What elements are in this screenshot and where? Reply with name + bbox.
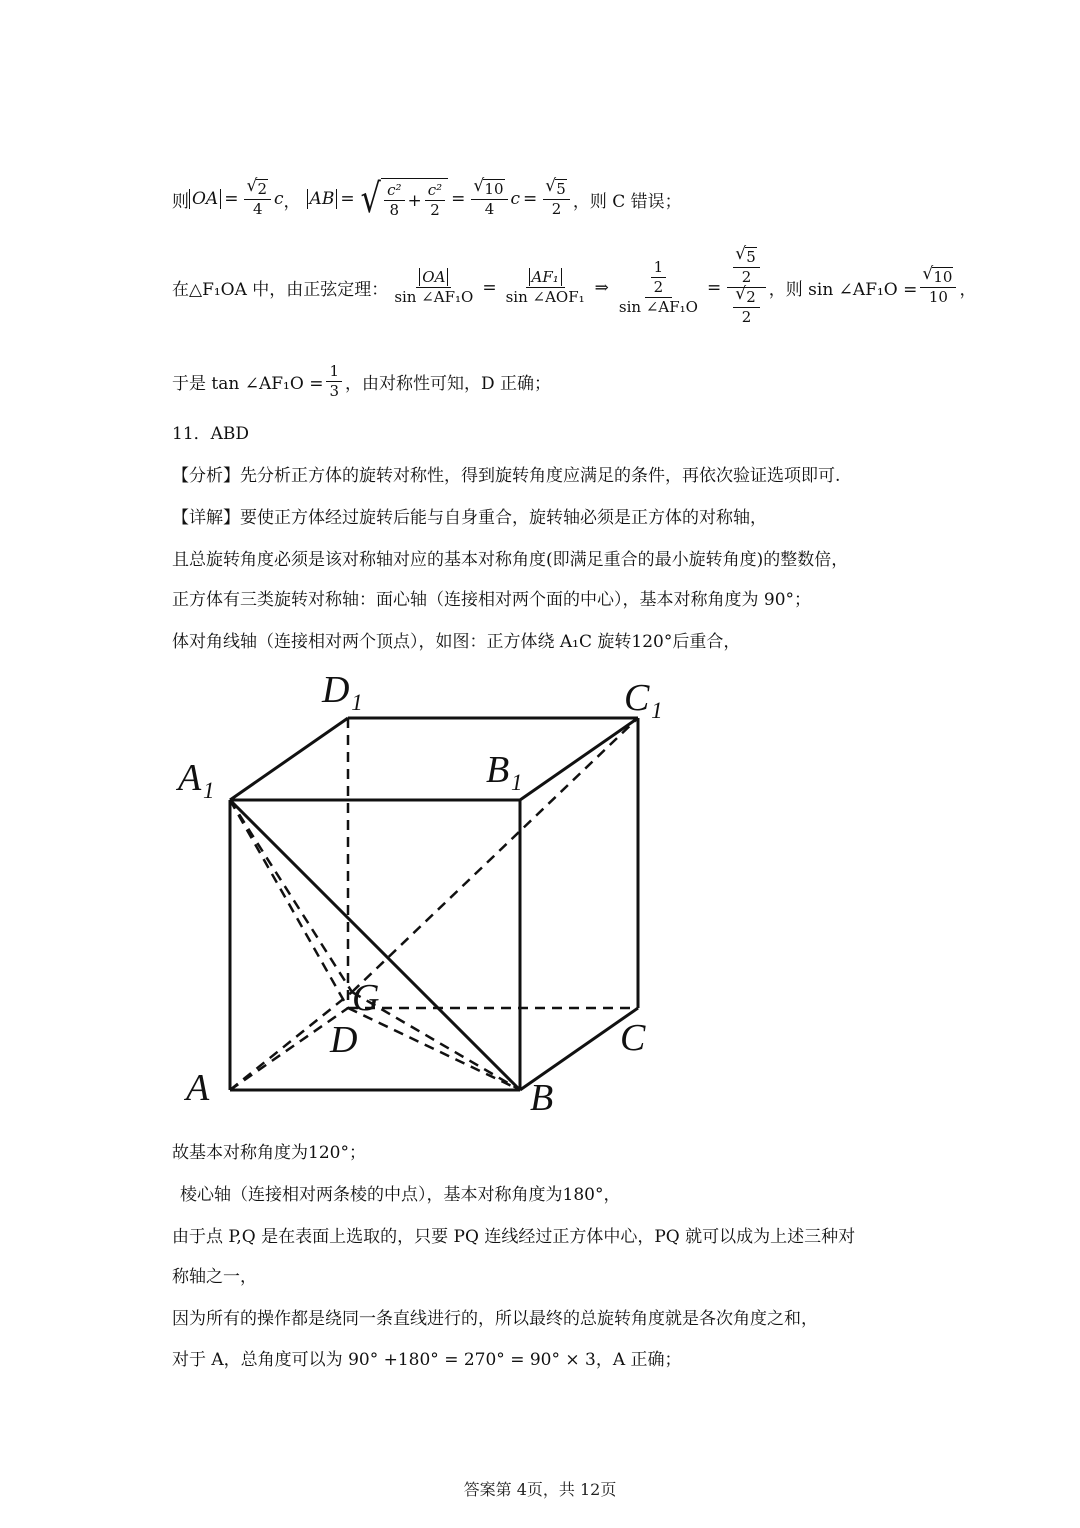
sqrt-expression: √ $\frac{\text{c²}}{8}$ + $\frac{\text{c²}}{2}$ (358, 178, 449, 220)
detail-text-7: 由于点 P,Q 是在表面上选取的，只要 PQ 连线经过正方体中心，PQ 就可以成为上述三种对 (172, 1227, 856, 1247)
text-d-correct: ，由对称性可知，D 正确； (345, 374, 552, 394)
abs-ab: AB (307, 189, 338, 209)
fraction-sqrt2-over-4: √ $\frac{2}{4}$ (244, 180, 271, 219)
fraction-oa-over-sin: $\frac{OA}{\text{sin ∠AF₁O}}$ (394, 268, 474, 306)
question-number: 11．ABD (172, 424, 250, 444)
detail-text-5: 故基本对称角度为120°； (172, 1143, 366, 1163)
fraction-sqrt5-over-2: √ $\frac{5}{2}$ (543, 180, 570, 219)
detail-text-2: 且总旋转角度必须是该对称轴对应的基本对称角度(即满足重合的最小旋转角度)的整数倍， (172, 550, 849, 570)
text-c-wrong: ，则 C 错误； (572, 191, 682, 212)
text-sine-rule: 在△F₁OA 中，由正弦定理： (172, 280, 389, 300)
fraction-half-over-sin: $\frac{\frac{1}{2}}{\text{sin ∠AF₁O}}$ (618, 258, 698, 316)
detail-text-1: 【详解】要使正方体经过旋转后能与自身重合，旋转轴必须是正方体的对称轴， (172, 508, 767, 528)
text-then: 则 (172, 191, 189, 212)
label-g: G (352, 977, 380, 1019)
detail-text-3: 正方体有三类旋转对称轴：面心轴（连接相对两个面的中心），基本对称角度为 90°； (172, 590, 812, 610)
formula-line-2: 在△F₁OA 中，由正弦定理： $\frac{OA}{\text{sin ∠AF₁O}}$ = $\frac{\text{AF₁}}{\text{sin ∠AOF₁}}$ ⇒ $\frac{\frac{1}{2}}{\text{sin ∠AF₁O}}$ = √ $\frac{5}{2}$ √ $\frac{2}{2}$ ，则 sin ∠AF₁O = √ $\frac{10}{10}$ ， (172, 248, 976, 327)
label-b: B (530, 1077, 554, 1119)
fraction-sqrt10-over-4: √ $\frac{10}{4}$ (471, 180, 507, 219)
page-footer: 答案第 4页，共 12页 (463, 1480, 617, 1499)
label-a: A (186, 1067, 210, 1109)
text-sin-result: ，则 sin ∠AF₁O = (768, 280, 918, 300)
abs-oa: OA (189, 189, 221, 209)
analysis-text: 【分析】先分析正方体的旋转对称性，得到旋转角度应满足的条件，再依次验证选项即可. (172, 466, 841, 486)
label-c1: C₁ (624, 677, 663, 719)
label-d1: D₁ (322, 669, 363, 711)
fraction-af1-over-sin: $\frac{\text{AF₁}}{\text{sin ∠AOF₁}}$ (505, 268, 585, 306)
fraction-sqrt10-over-10: √ $\frac{10}{10}$ (920, 268, 956, 307)
formula-line-1: 则 OA = √ $\frac{2}{4}$ c ， AB = √ $\frac{\text{c²}}{8}$ + $\frac{\text{c²}}{2}$ = √ $\frac{10}{4}$ c = √ $\frac{5}{2}$ ，则 C 错误； (172, 178, 682, 220)
label-c: C (620, 1017, 646, 1059)
detail-text-9: 因为所有的操作都是绕同一条直线进行的，所以最终的总旋转角度就是各次角度之和， (172, 1309, 818, 1329)
label-d: D (330, 1019, 358, 1061)
detail-text-8: 称轴之一， (172, 1267, 257, 1287)
fraction-nested-sqrt: √ $\frac{5}{2}$ √ $\frac{2}{2}$ (727, 248, 766, 327)
cube-diagram (172, 662, 712, 1122)
fraction-one-third: $\frac{1}{3}$ (326, 362, 342, 401)
detail-text-4: 体对角线轴（连接相对两个顶点），如图：正方体绕 A₁C 旋转120°后重合， (172, 632, 741, 652)
text-tan: 于是 tan ∠AF₁O = (172, 374, 324, 394)
label-a1: A₁ (178, 757, 215, 799)
detail-text-6: 棱心轴（连接相对两条棱的中点），基本对称角度为180°， (180, 1185, 621, 1205)
label-b1: B₁ (486, 749, 523, 791)
formula-line-3 (172, 362, 551, 401)
detail-text-10: 对于 A，总角度可以为 90° +180° = 270° = 90° × 3，A 正确； (172, 1350, 682, 1370)
